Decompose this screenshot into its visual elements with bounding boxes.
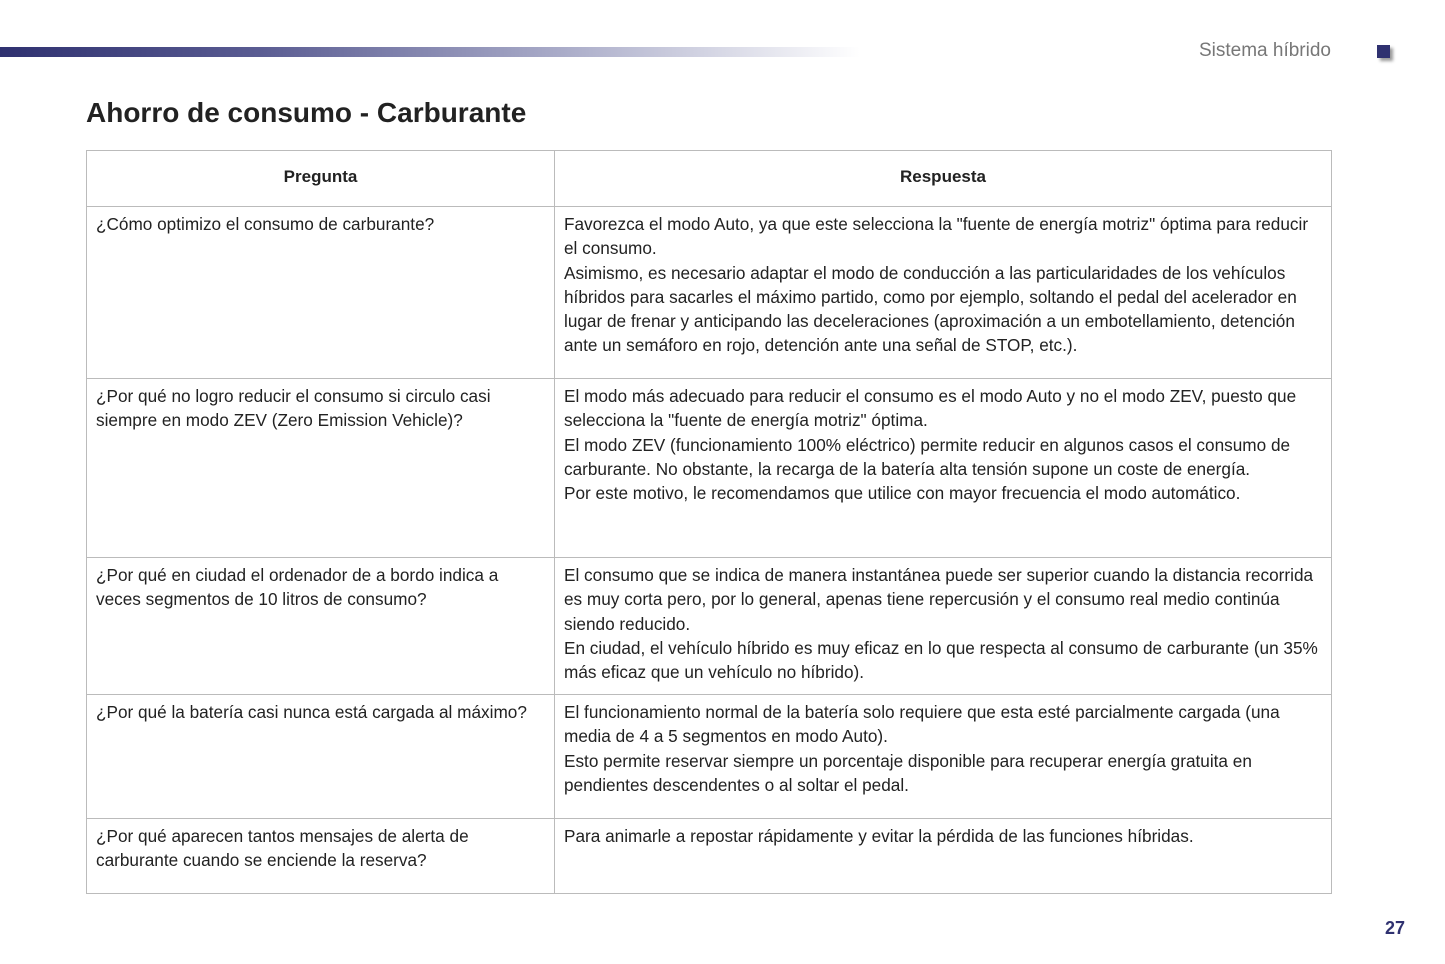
section-title: Sistema híbrido [1198, 40, 1331, 61]
question-cell: ¿Por qué aparecen tantos mensajes de alerta de carburante cuando se enciende la reserva? [87, 819, 555, 894]
question-cell: ¿Por qué no logro reducir el consumo si circulo casi siempre en modo ZEV (Zero Emission Vehicle)? [87, 379, 555, 558]
question-cell: ¿Por qué la batería casi nunca está cargada al máximo? [87, 695, 555, 819]
question-cell: ¿Cómo optimizo el consumo de carburante? [87, 207, 555, 379]
answer-cell: El consumo que se indica de manera instantánea puede ser superior cuando la distancia recorrida es muy corta pero, por lo general, apenas tiene repercusión y el consumo real medio continúa siendo reducido. En ciudad, el vehículo híbrido es muy eficaz en lo que respecta al consumo de carburante (un 35% más eficaz que un vehículo no híbrido). [555, 558, 1332, 695]
table-row [87, 207, 1332, 379]
answer-cell: Favorezca el modo Auto, ya que este selecciona la "fuente de energía motriz" óptima para reducir el consumo. Asimismo, es necesario adaptar el modo de conducción a las particularidades de los vehículos híbridos para sacarles el máximo partido, como por ejemplo, soltando el pedal del acelerador en lugar de frenar y anticipando las deceleraciones (aproximación a un embotellamiento, detención ante un semáforo en rojo, detención ante una señal de STOP, etc.). [555, 207, 1332, 379]
table-row [87, 695, 1332, 819]
header-gradient-bar [0, 47, 860, 57]
section-square-icon [1377, 45, 1390, 58]
table-row [87, 558, 1332, 695]
header-respuesta: Respuesta [555, 151, 1332, 207]
table-row [87, 379, 1332, 558]
answer-cell: El funcionamiento normal de la batería solo requiere que esta esté parcialmente cargada (una media de 4 a 5 segmentos en modo Auto). Esto permite reservar siempre un porcentaje disponible para recuperar energía gratuita en pendientes descendentes o al soltar el pedal. [555, 695, 1332, 819]
table-row [87, 819, 1332, 894]
page-number: 27 [1384, 918, 1405, 938]
header-pregunta: Pregunta [87, 151, 555, 207]
page-title: Ahorro de consumo - Carburante [86, 97, 527, 128]
answer-cell: El modo más adecuado para reducir el consumo es el modo Auto y no el modo ZEV, puesto que selecciona la "fuente de energía motriz" óptima. El modo ZEV (funcionamiento 100% eléctrico) permite reducir en algunos casos el consumo de carburante. No obstante, la recarga de la batería alta tensión supone un coste de energía. Por este motivo, le recomendamos que utilice con mayor frecuencia el modo automático. [555, 379, 1332, 558]
answer-cell: Para animarle a repostar rápidamente y evitar la pérdida de las funciones híbridas. [555, 819, 1332, 894]
question-cell: ¿Por qué en ciudad el ordenador de a bordo indica a veces segmentos de 10 litros de consumo? [87, 558, 555, 695]
faq-table [86, 150, 1332, 894]
